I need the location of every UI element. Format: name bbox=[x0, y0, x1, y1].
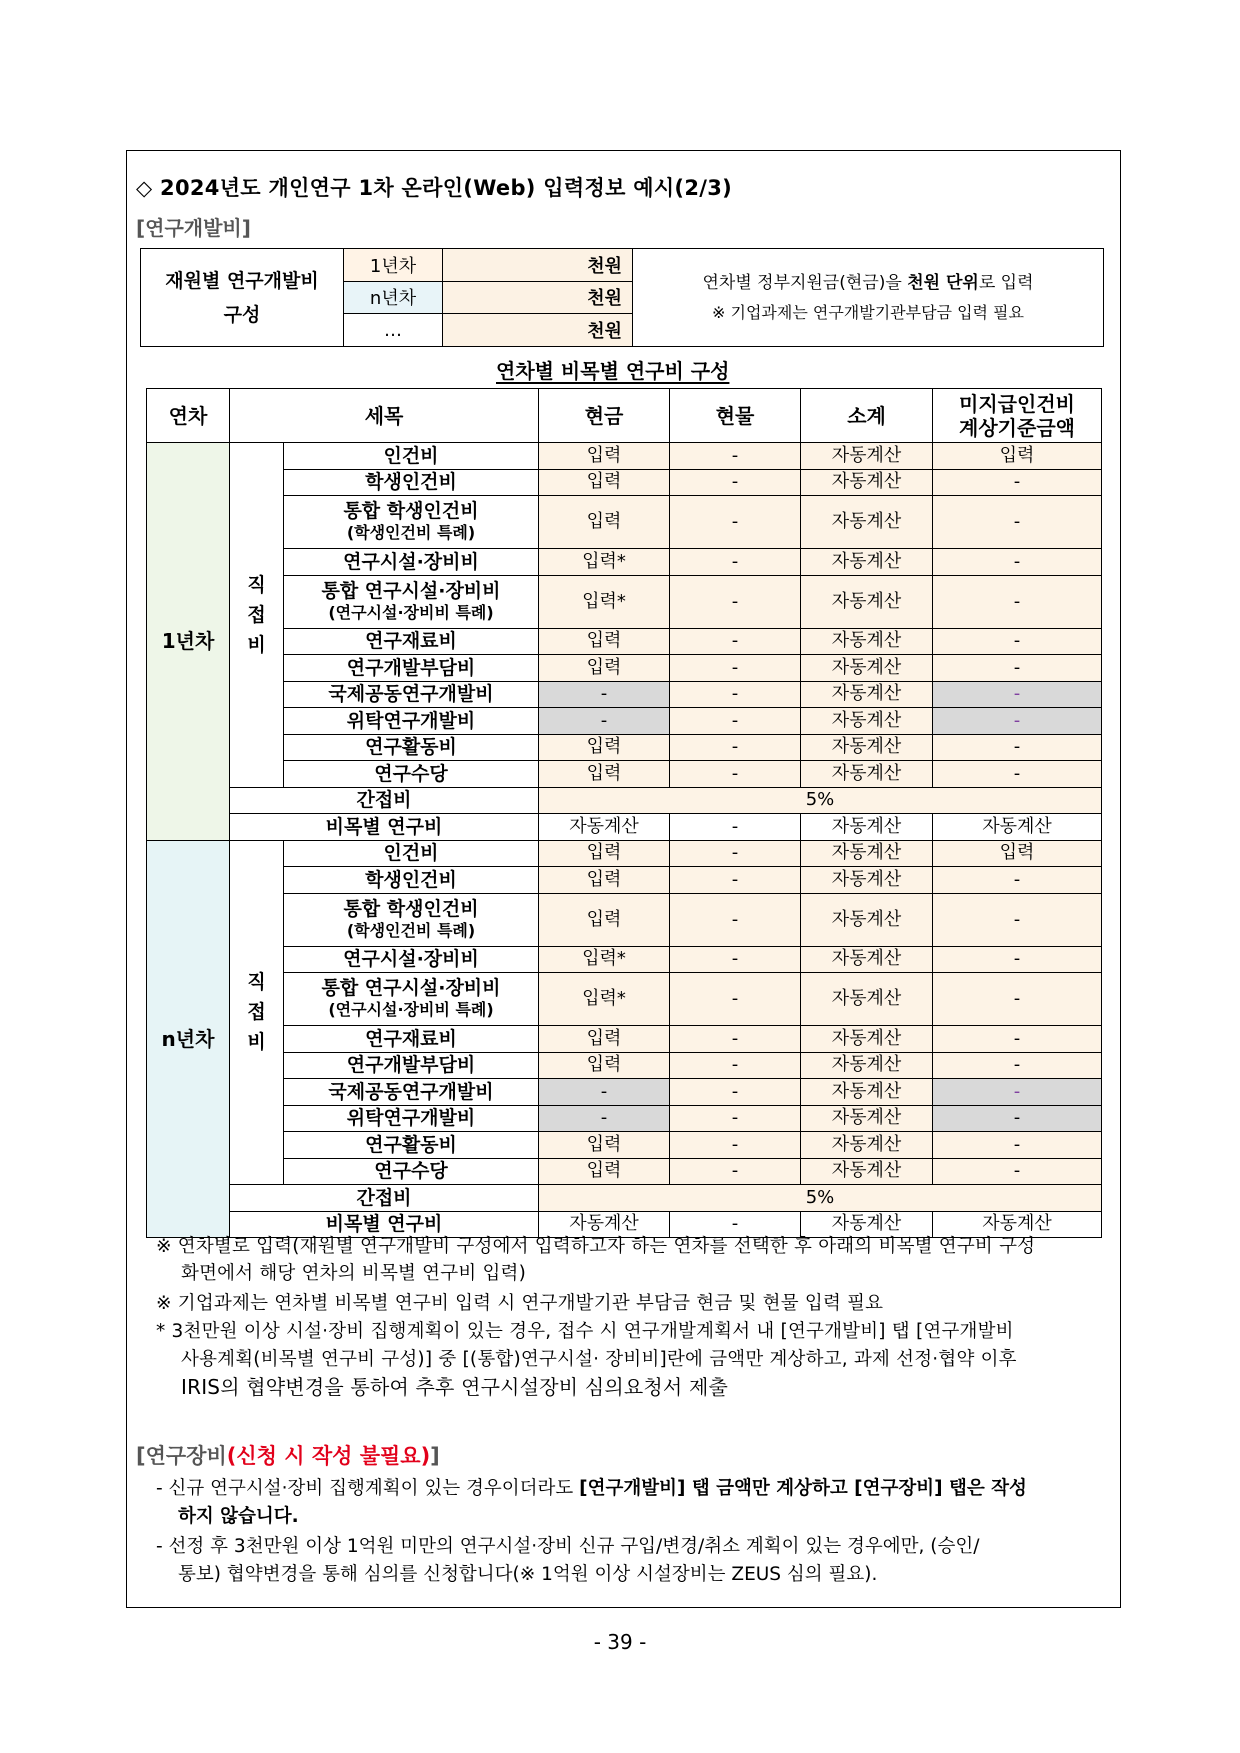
indirect-label: 간접비 bbox=[230, 1185, 539, 1212]
matrix-row bbox=[147, 1158, 1102, 1185]
cost-item-name: 통합 학생인건비 bbox=[343, 500, 479, 522]
matrix-row bbox=[147, 496, 1102, 549]
inkind-cell: - bbox=[670, 469, 801, 496]
total-subtotal: 자동계산 bbox=[801, 1211, 933, 1238]
funding-description bbox=[633, 249, 1104, 347]
unpaid-cell: - bbox=[933, 575, 1102, 628]
note-2: ※ 기업과제는 연차별 비목별 연구비 입력 시 연구개발기관 부담금 현금 및 현물 입력 필요 bbox=[156, 1293, 884, 1314]
cash-cell[interactable]: 입력 bbox=[539, 867, 670, 894]
note-3-line3: IRIS의 협약변경을 통하여 추후 연구시설장비 심의요청서 제출 bbox=[181, 1375, 729, 1399]
total-cash: 자동계산 bbox=[539, 814, 670, 841]
subtotal-cell: 자동계산 bbox=[801, 655, 933, 682]
total-subtotal: 자동계산 bbox=[801, 814, 933, 841]
cost-item-sub: (연구시설·장비비 특례) bbox=[328, 602, 494, 622]
indirect-row bbox=[147, 787, 1102, 814]
subtotal-cell: 자동계산 bbox=[801, 973, 933, 1026]
cash-cell[interactable]: 입력 bbox=[539, 469, 670, 496]
subtotal-cell: 자동계산 bbox=[801, 867, 933, 894]
matrix-row bbox=[147, 575, 1102, 628]
cost-item-label bbox=[284, 1079, 539, 1106]
matrix-row bbox=[147, 840, 1102, 867]
matrix-row bbox=[147, 867, 1102, 894]
cost-item-label bbox=[284, 946, 539, 973]
unpaid-cell: - bbox=[933, 549, 1102, 576]
note-3-line2: 사용계획(비목별 연구비 구성)] 중 [(통합)연구시설· 장비비]란에 금액만 계상하고, 과제 선정·협약 이후 bbox=[181, 1349, 1017, 1370]
cost-item-label bbox=[284, 549, 539, 576]
cash-cell[interactable]: 입력 bbox=[539, 893, 670, 946]
direct-cost-label: 직 접 비 bbox=[230, 443, 284, 788]
total-cash: 자동계산 bbox=[539, 1211, 670, 1238]
cash-cell[interactable]: 입력 bbox=[539, 628, 670, 655]
funding-year-more[interactable]: … bbox=[344, 314, 443, 347]
unpaid-cell: - bbox=[933, 655, 1102, 682]
matrix-row bbox=[147, 1079, 1102, 1106]
funding-year-1[interactable]: 1년차 bbox=[344, 249, 443, 282]
subtotal-cell: 자동계산 bbox=[801, 1105, 933, 1132]
matrix-row bbox=[147, 946, 1102, 973]
unpaid-cell: - bbox=[933, 1105, 1102, 1132]
matrix-row bbox=[147, 761, 1102, 788]
note-1-line2: 화면에서 해당 연차의 비목별 연구비 입력) bbox=[181, 1263, 527, 1284]
year-label: n년차 bbox=[147, 840, 230, 1238]
subtotal-cell: 자동계산 bbox=[801, 734, 933, 761]
total-row bbox=[147, 814, 1102, 841]
cost-item-name: 연구수당 bbox=[374, 762, 448, 785]
unpaid-cell: - bbox=[933, 1079, 1102, 1106]
cost-item-label bbox=[284, 893, 539, 946]
funding-group-label bbox=[141, 249, 344, 347]
funding-unit-2[interactable]: 천원 bbox=[443, 281, 633, 314]
inkind-cell: - bbox=[670, 443, 801, 470]
subtotal-cell: 자동계산 bbox=[801, 575, 933, 628]
cash-cell[interactable]: 입력 bbox=[539, 840, 670, 867]
cash-cell[interactable]: 입력* bbox=[539, 575, 670, 628]
matrix-row bbox=[147, 1132, 1102, 1159]
unpaid-cell: - bbox=[933, 1158, 1102, 1185]
inkind-cell: - bbox=[670, 1158, 801, 1185]
direct-cost-label: 직 접 비 bbox=[230, 840, 284, 1185]
cost-item-label bbox=[284, 1132, 539, 1159]
document-title: ◇ 2024년도 개인연구 1차 온라인(Web) 입력정보 예시(2/3) bbox=[136, 176, 733, 200]
inkind-cell: - bbox=[670, 1079, 801, 1106]
inkind-cell: - bbox=[670, 867, 801, 894]
header-year: 연차 bbox=[147, 389, 230, 443]
indirect-rate[interactable]: 5% bbox=[539, 787, 1102, 814]
equipment-detail-2-line1: - 선정 후 3천만원 이상 1억원 미만의 연구시설·장비 신규 구입/변경/취소 계획이 있는 경우에만, (승인/ bbox=[156, 1536, 980, 1557]
subtotal-cell: 자동계산 bbox=[801, 1158, 933, 1185]
cost-item-label bbox=[284, 761, 539, 788]
cash-cell: - bbox=[539, 681, 670, 708]
funding-desc-line: 연차별 정부지원금(현금)을 천원 단위로 입력 bbox=[702, 272, 1034, 293]
funding-unit-3[interactable]: 천원 bbox=[443, 314, 633, 347]
rd-section-label: [연구개발비] bbox=[136, 216, 251, 240]
inkind-cell: - bbox=[670, 973, 801, 1026]
cost-item-label bbox=[284, 840, 539, 867]
cash-cell[interactable]: 입력* bbox=[539, 549, 670, 576]
indirect-rate[interactable]: 5% bbox=[539, 1185, 1102, 1212]
cost-item-name: 인건비 bbox=[383, 842, 439, 865]
cost-item-label bbox=[284, 655, 539, 682]
matrix-row bbox=[147, 1052, 1102, 1079]
cost-item-name: 국제공동연구개발비 bbox=[328, 683, 494, 706]
equipment-detail-1-line2: 하지 않습니다. bbox=[178, 1506, 299, 1527]
subtotal-cell: 자동계산 bbox=[801, 469, 933, 496]
cash-cell[interactable]: 입력 bbox=[539, 1026, 670, 1053]
inkind-cell: - bbox=[670, 1105, 801, 1132]
cash-cell[interactable]: 입력 bbox=[539, 443, 670, 470]
cash-cell: - bbox=[539, 1105, 670, 1132]
cost-item-name: 연구재료비 bbox=[365, 630, 457, 653]
cost-item-sub: (연구시설·장비비 특례) bbox=[328, 1000, 494, 1019]
cost-item-name: 위탁연구개발비 bbox=[346, 1107, 476, 1130]
inkind-cell: - bbox=[670, 1052, 801, 1079]
indirect-row bbox=[147, 1185, 1102, 1212]
equipment-detail-2-line2: 통보) 협약변경을 통해 심의를 신청합니다(※ 1억원 이상 시설장비는 ZEUS 심의 필요). bbox=[178, 1564, 878, 1585]
total-label: 비목별 연구비 bbox=[230, 814, 539, 841]
total-unpaid: 자동계산 bbox=[933, 1211, 1102, 1238]
total-label: 비목별 연구비 bbox=[230, 1211, 539, 1238]
matrix-row bbox=[147, 708, 1102, 735]
funding-table bbox=[140, 248, 1104, 347]
unpaid-cell[interactable]: 입력 bbox=[933, 443, 1102, 470]
unpaid-cell: - bbox=[933, 1026, 1102, 1053]
subtotal-cell: 자동계산 bbox=[801, 1026, 933, 1053]
inkind-cell: - bbox=[670, 893, 801, 946]
indirect-label: 간접비 bbox=[230, 787, 539, 814]
cost-item-label bbox=[284, 734, 539, 761]
matrix-row bbox=[147, 734, 1102, 761]
cost-item-label bbox=[284, 1026, 539, 1053]
funding-group-label-line2: 구성 bbox=[223, 303, 261, 326]
subtotal-cell: 자동계산 bbox=[801, 1132, 933, 1159]
cost-item-name: 연구시설·장비비 bbox=[343, 948, 479, 971]
cash-cell[interactable]: 입력 bbox=[539, 655, 670, 682]
matrix-row bbox=[147, 549, 1102, 576]
equipment-detail-1-line1: - 신규 연구시설·장비 집행계획이 있는 경우이더라도 [연구개발비] 탭 금액만 계상하고 [연구장비] 탭은 작성 bbox=[156, 1478, 1027, 1499]
cost-item-label bbox=[284, 973, 539, 1026]
cost-item-label bbox=[284, 1105, 539, 1132]
cost-item-name: 통합 학생인건비 bbox=[343, 897, 479, 920]
inkind-cell: - bbox=[670, 549, 801, 576]
note-1-line1: ※ 연차별로 입력(재원별 연구개발비 구성에서 입력하고자 하는 연차를 선택한 후 아래의 비목별 연구비 구성 bbox=[156, 1236, 1036, 1257]
header-cash: 현금 bbox=[539, 389, 670, 443]
cost-item-name: 위탁연구개발비 bbox=[346, 709, 476, 732]
cost-item-name: 연구개발부담비 bbox=[346, 1054, 476, 1077]
cost-item-name: 연구수당 bbox=[374, 1160, 448, 1183]
subtotal-cell: 자동계산 bbox=[801, 1052, 933, 1079]
unpaid-cell: - bbox=[933, 708, 1102, 735]
inkind-cell: - bbox=[670, 575, 801, 628]
matrix-row bbox=[147, 443, 1102, 470]
cost-item-label bbox=[284, 1158, 539, 1185]
cost-item-name: 학생인건비 bbox=[365, 471, 457, 494]
unpaid-cell[interactable]: 입력 bbox=[933, 840, 1102, 867]
funding-unit-1[interactable]: 천원 bbox=[443, 249, 633, 282]
cost-item-label bbox=[284, 443, 539, 470]
funding-year-n[interactable]: n년차 bbox=[344, 281, 443, 314]
header-unpaid-line2: 계상기준금액 bbox=[959, 415, 1075, 440]
unpaid-cell: - bbox=[933, 893, 1102, 946]
total-unpaid: 자동계산 bbox=[933, 814, 1102, 841]
cost-item-label bbox=[284, 628, 539, 655]
subtotal-cell: 자동계산 bbox=[801, 893, 933, 946]
cost-item-sub: (학생인건비 특례) bbox=[346, 523, 476, 542]
cost-item-name: 연구시설·장비비 bbox=[343, 550, 479, 573]
cost-item-label bbox=[284, 496, 539, 549]
cost-item-sub: (학생인건비 특례) bbox=[346, 920, 476, 940]
inkind-cell: - bbox=[670, 708, 801, 735]
matrix-row bbox=[147, 893, 1102, 946]
cash-cell: - bbox=[539, 708, 670, 735]
cost-item-name: 통합 연구시설·장비비 bbox=[321, 977, 501, 999]
cash-cell[interactable]: 입력 bbox=[539, 1052, 670, 1079]
header-item: 세목 bbox=[230, 389, 539, 443]
cost-item-label bbox=[284, 1052, 539, 1079]
funding-group-label-line1: 재원별 연구개발비 bbox=[165, 269, 319, 292]
unpaid-cell: - bbox=[933, 761, 1102, 788]
page-number: - 39 - bbox=[593, 1630, 647, 1654]
cost-item-name: 학생인건비 bbox=[365, 868, 457, 891]
equipment-title: [연구장비(신청 시 작성 불필요)] bbox=[136, 1444, 440, 1468]
cost-item-label bbox=[284, 469, 539, 496]
matrix-row bbox=[147, 655, 1102, 682]
inkind-cell: - bbox=[670, 840, 801, 867]
cash-cell[interactable]: 입력 bbox=[539, 1158, 670, 1185]
header-unpaid-line1: 미지급인건비 bbox=[959, 391, 1075, 416]
header-subtotal: 소계 bbox=[801, 389, 933, 443]
cost-item-label bbox=[284, 708, 539, 735]
cost-matrix-table bbox=[146, 388, 1102, 1238]
cost-item-name: 통합 연구시설·장비비 bbox=[321, 579, 501, 602]
cost-item-label bbox=[284, 575, 539, 628]
cash-cell[interactable]: 입력* bbox=[539, 946, 670, 973]
inkind-cell: - bbox=[670, 761, 801, 788]
cash-cell[interactable]: 입력 bbox=[539, 1132, 670, 1159]
cost-item-label bbox=[284, 867, 539, 894]
inkind-cell: - bbox=[670, 655, 801, 682]
subtotal-cell: 자동계산 bbox=[801, 708, 933, 735]
inkind-cell: - bbox=[670, 734, 801, 761]
cash-cell[interactable]: 입력* bbox=[539, 973, 670, 1026]
cost-item-label bbox=[284, 681, 539, 708]
subtotal-cell: 자동계산 bbox=[801, 946, 933, 973]
cost-item-name: 국제공동연구개발비 bbox=[328, 1080, 494, 1103]
cost-item-name: 인건비 bbox=[383, 444, 439, 467]
cash-cell[interactable]: 입력 bbox=[539, 761, 670, 788]
subtotal-cell: 자동계산 bbox=[801, 761, 933, 788]
subtotal-cell: 자동계산 bbox=[801, 549, 933, 576]
matrix-row bbox=[147, 1026, 1102, 1053]
subtotal-cell: 자동계산 bbox=[801, 628, 933, 655]
unpaid-cell: - bbox=[933, 681, 1102, 708]
unpaid-cell: - bbox=[933, 867, 1102, 894]
unpaid-cell: - bbox=[933, 496, 1102, 549]
total-inkind: - bbox=[670, 814, 801, 841]
unpaid-cell: - bbox=[933, 946, 1102, 973]
unpaid-cell: - bbox=[933, 1132, 1102, 1159]
cost-item-name: 연구활동비 bbox=[365, 736, 457, 759]
cost-item-name: 연구활동비 bbox=[365, 1133, 457, 1156]
matrix-row bbox=[147, 681, 1102, 708]
inkind-cell: - bbox=[670, 1132, 801, 1159]
matrix-row bbox=[147, 469, 1102, 496]
cost-item-name: 연구재료비 bbox=[365, 1027, 457, 1050]
subtotal-cell: 자동계산 bbox=[801, 840, 933, 867]
unpaid-cell: - bbox=[933, 1052, 1102, 1079]
subtotal-cell: 자동계산 bbox=[801, 443, 933, 470]
total-inkind: - bbox=[670, 1211, 801, 1238]
subtotal-cell: 자동계산 bbox=[801, 681, 933, 708]
matrix-row bbox=[147, 628, 1102, 655]
cash-cell[interactable]: 입력 bbox=[539, 734, 670, 761]
subtotal-cell: 자동계산 bbox=[801, 1079, 933, 1106]
year-label: 1년차 bbox=[147, 443, 230, 841]
unpaid-cell: - bbox=[933, 973, 1102, 1026]
unpaid-cell: - bbox=[933, 628, 1102, 655]
note-3-line1: * 3천만원 이상 시설·장비 집행계획이 있는 경우, 접수 시 연구개발계획서 내 [연구개발비] 탭 [연구개발비 bbox=[156, 1321, 1014, 1342]
inkind-cell: - bbox=[670, 628, 801, 655]
inkind-cell: - bbox=[670, 946, 801, 973]
inkind-cell: - bbox=[670, 1026, 801, 1053]
cash-cell: - bbox=[539, 1079, 670, 1106]
header-inkind: 현물 bbox=[670, 389, 801, 443]
matrix-row bbox=[147, 1105, 1102, 1132]
matrix-heading: 연차별 비목별 연구비 구성 bbox=[496, 359, 730, 383]
unpaid-cell: - bbox=[933, 469, 1102, 496]
cost-item-name: 연구개발부담비 bbox=[346, 656, 476, 679]
cash-cell[interactable]: 입력 bbox=[539, 496, 670, 549]
funding-desc-note: ※ 기업과제는 연구개발기관부담금 입력 필요 bbox=[712, 302, 1024, 322]
inkind-cell: - bbox=[670, 681, 801, 708]
unpaid-cell: - bbox=[933, 734, 1102, 761]
matrix-row bbox=[147, 973, 1102, 1026]
header-unpaid bbox=[933, 389, 1102, 443]
inkind-cell: - bbox=[670, 496, 801, 549]
subtotal-cell: 자동계산 bbox=[801, 496, 933, 549]
